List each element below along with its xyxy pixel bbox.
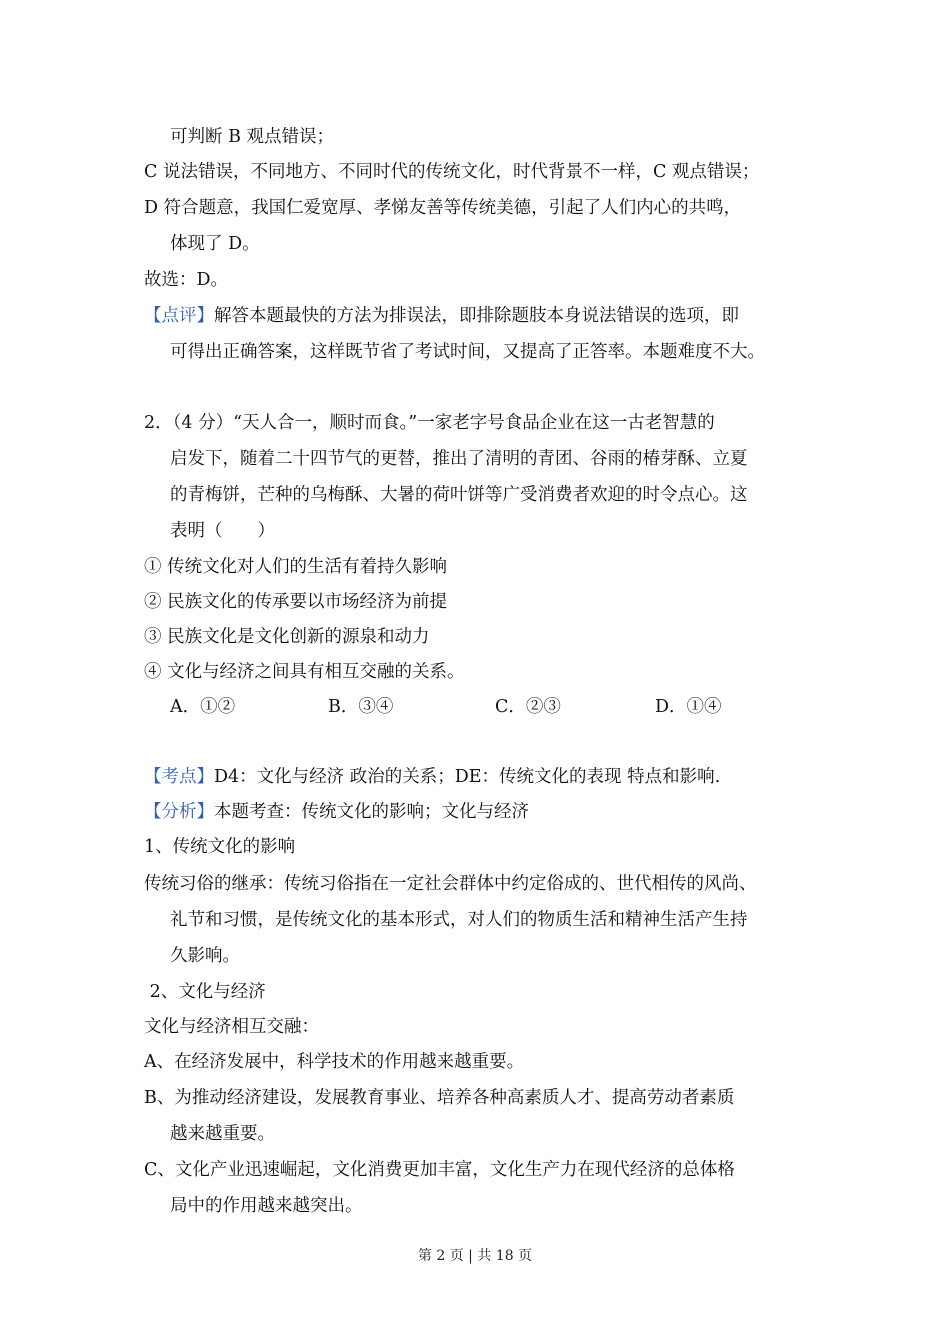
text-line: C 说法错误，不同地方、不同时代的传统文化，时代背景不一样，C 观点错误； — [144, 162, 760, 182]
text-line: 可判断 B 观点错误； — [170, 127, 334, 147]
knowledge-point-line — [144, 765, 720, 789]
knowledge-point-text: D4：文化与经济 政治的关系；DE：传统文化的表现 特点和影响. — [214, 767, 721, 787]
text-line: 传统习俗的继承：传统习俗指在一定社会群体中约定俗成的、世代相传的风尚、 — [144, 874, 757, 894]
option-d: D．①④ — [655, 697, 722, 717]
comment-text: 解答本题最快的方法为排误法，即排除题肢本身说法错误的选项，即 — [214, 306, 739, 326]
option-c: C．②③ — [495, 697, 561, 717]
option-b: B．③④ — [328, 697, 394, 717]
analysis-line — [144, 800, 529, 824]
text-line: 1、传统文化的影响 — [144, 837, 296, 857]
text-line: 体现了 D。 — [170, 234, 260, 254]
analysis-text: 本题考查：传统文化的影响；文化与经济 — [214, 802, 529, 822]
page-footer: 第 2 页 | 共 18 页 — [417, 1248, 533, 1264]
text-line: D 符合题意，我国仁爱宽厚、孝悌友善等传统美德，引起了人们内心的共鸣， — [144, 198, 742, 218]
text-line: C、文化产业迅速崛起，文化消费更加丰富，文化生产力在现代经济的总体格 — [144, 1160, 735, 1180]
text-line: 礼节和习惯，是传统文化的基本形式，对人们的物质生活和精神生活产生持 — [170, 910, 748, 930]
question-stem: 2．（4 分）“天人合一，顺时而食。”一家老字号食品企业在这一古老智慧的 — [144, 413, 715, 433]
statement-2: ② 民族文化的传承要以市场经济为前提 — [144, 592, 448, 612]
text-line: B、为推动经济建设，发展教育事业、培养各种高素质人才、提高劳动者素质 — [144, 1088, 735, 1108]
question-stem: 启发下，随着二十四节气的更替，推出了清明的青团、谷雨的椿芽酥、立夏 — [170, 449, 748, 469]
statement-3: ③ 民族文化是文化创新的源泉和动力 — [144, 627, 430, 647]
statement-1: ① 传统文化对人们的生活有着持久影响 — [144, 557, 448, 577]
answer-line: 故选：D。 — [144, 270, 229, 290]
text-line: A、在经济发展中，科学技术的作用越来越重要。 — [144, 1052, 525, 1072]
knowledge-point-tag: 【考点】 — [144, 767, 214, 787]
comment-line — [144, 304, 739, 328]
text-line: 久影响。 — [170, 946, 240, 966]
option-a: A．①② — [170, 697, 236, 717]
text-line: 2、文化与经济 — [144, 982, 266, 1002]
text-line: 文化与经济相互交融： — [144, 1017, 319, 1037]
statement-4: ④ 文化与经济之间具有相互交融的关系。 — [144, 662, 465, 682]
text-line: 局中的作用越来越突出。 — [170, 1196, 363, 1216]
text-line: 可得出正确答案，这样既节省了考试时间，又提高了正答率。本题难度不大。 — [170, 342, 765, 362]
comment-tag: 【点评】 — [144, 306, 214, 326]
text-line: 越来越重要。 — [170, 1124, 275, 1144]
question-stem: 表明（ ） — [170, 521, 275, 541]
question-stem: 的青梅饼，芒种的乌梅酥、大暑的荷叶饼等广受消费者欢迎的时令点心。这 — [170, 485, 748, 505]
analysis-tag: 【分析】 — [144, 802, 214, 822]
